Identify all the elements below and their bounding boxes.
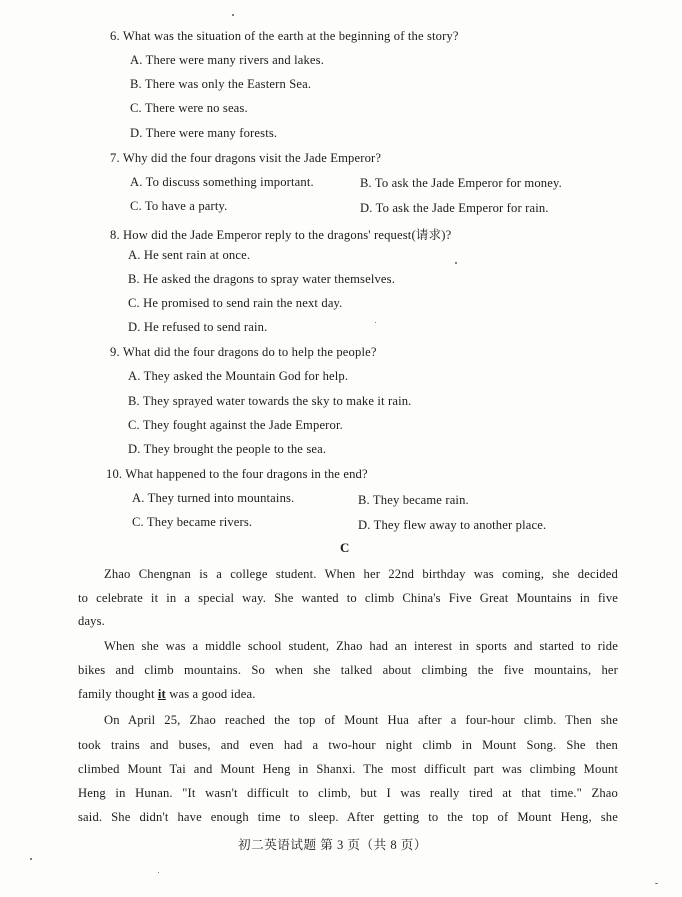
q8-option-b: B. He asked the dragons to spray water themselves. bbox=[128, 272, 395, 286]
passage-text: family thought bbox=[78, 687, 158, 701]
section-heading: C bbox=[340, 540, 350, 555]
passage-p3-line1: On April 25, Zhao reached the top of Mount Hua after a four-hour climb. Then she bbox=[104, 713, 618, 727]
passage-text: was a good idea. bbox=[165, 687, 256, 701]
q6-option-d: D. There were many forests. bbox=[130, 126, 278, 140]
q7-option-b: B. To ask the Jade Emperor for money. bbox=[360, 176, 562, 190]
scan-speck bbox=[158, 872, 159, 873]
q9-option-b: B. They sprayed water towards the sky to make it rain. bbox=[128, 394, 412, 408]
scan-speck bbox=[455, 262, 457, 264]
q6-option-b: B. There was only the Eastern Sea. bbox=[130, 77, 312, 91]
q9-option-a: A. They asked the Mountain God for help. bbox=[128, 369, 349, 383]
passage-p2-line3 bbox=[78, 687, 256, 702]
q10-option-d: D. They flew away to another place. bbox=[358, 518, 547, 532]
q6-option-a: A. There were many rivers and lakes. bbox=[130, 53, 324, 67]
page-footer: 初二英语试题 第 3 页（共 8 页） bbox=[238, 838, 427, 852]
passage-p3-line5: said. She didn't have enough time to sleep. After getting to the top of Mount Heng, she bbox=[78, 810, 618, 824]
q7-option-d: D. To ask the Jade Emperor for rain. bbox=[360, 201, 549, 215]
q8-option-c: C. He promised to send rain the next day. bbox=[128, 296, 343, 310]
q9-stem: 9. What did the four dragons do to help the people? bbox=[110, 345, 377, 359]
passage-p2-line1: When she was a middle school student, Zhao had an interest in sports and started to ride bbox=[104, 639, 618, 653]
q9-option-c: C. They fought against the Jade Emperor. bbox=[128, 418, 343, 432]
q7-option-a: A. To discuss something important. bbox=[130, 175, 314, 189]
q6-stem: 6. What was the situation of the earth at the beginning of the story? bbox=[110, 29, 459, 43]
scan-speck bbox=[30, 858, 32, 860]
scan-speck bbox=[232, 14, 234, 16]
passage-p3-line3: climbed Mount Tai and Mount Heng in Shanxi. The most difficult part was climbing Mount bbox=[78, 762, 618, 776]
q8-stem: 8. How did the Jade Emperor reply to the dragons' request(请求)? bbox=[110, 228, 452, 242]
passage-p3-line2: took trains and buses, and even had a two-hour night climb in Mount Song. She then bbox=[78, 738, 618, 752]
passage-p1-line2: to celebrate it in a special way. She wanted to climb China's Five Great Mountains in five bbox=[78, 591, 618, 605]
underlined-word: it bbox=[157, 687, 166, 701]
q10-stem: 10. What happened to the four dragons in the end? bbox=[106, 467, 368, 481]
q8-option-a: A. He sent rain at once. bbox=[128, 248, 251, 262]
scan-speck bbox=[655, 883, 658, 884]
q8-option-d: D. He refused to send rain. bbox=[128, 320, 268, 334]
q7-option-c: C. To have a party. bbox=[130, 199, 228, 213]
passage-p2-line2: bikes and climb mountains. So when she talked about climbing the five mountains, her bbox=[78, 663, 618, 677]
passage-p1-line3: days. bbox=[78, 614, 105, 628]
passage-p3-line4: Heng in Hunan. "It wasn't difficult to climb, but I was really tired at that time." Zhao bbox=[78, 786, 618, 800]
q10-option-a: A. They turned into mountains. bbox=[132, 491, 295, 505]
scan-speck bbox=[375, 322, 376, 323]
q7-stem: 7. Why did the four dragons visit the Jade Emperor? bbox=[110, 151, 382, 165]
q6-option-c: C. There were no seas. bbox=[130, 101, 248, 115]
q10-option-b: B. They became rain. bbox=[358, 493, 469, 507]
passage-p1-line1: Zhao Chengnan is a college student. When her 22nd birthday was coming, she decided bbox=[104, 567, 618, 581]
q9-option-d: D. They brought the people to the sea. bbox=[128, 442, 327, 456]
q10-option-c: C. They became rivers. bbox=[132, 515, 253, 529]
